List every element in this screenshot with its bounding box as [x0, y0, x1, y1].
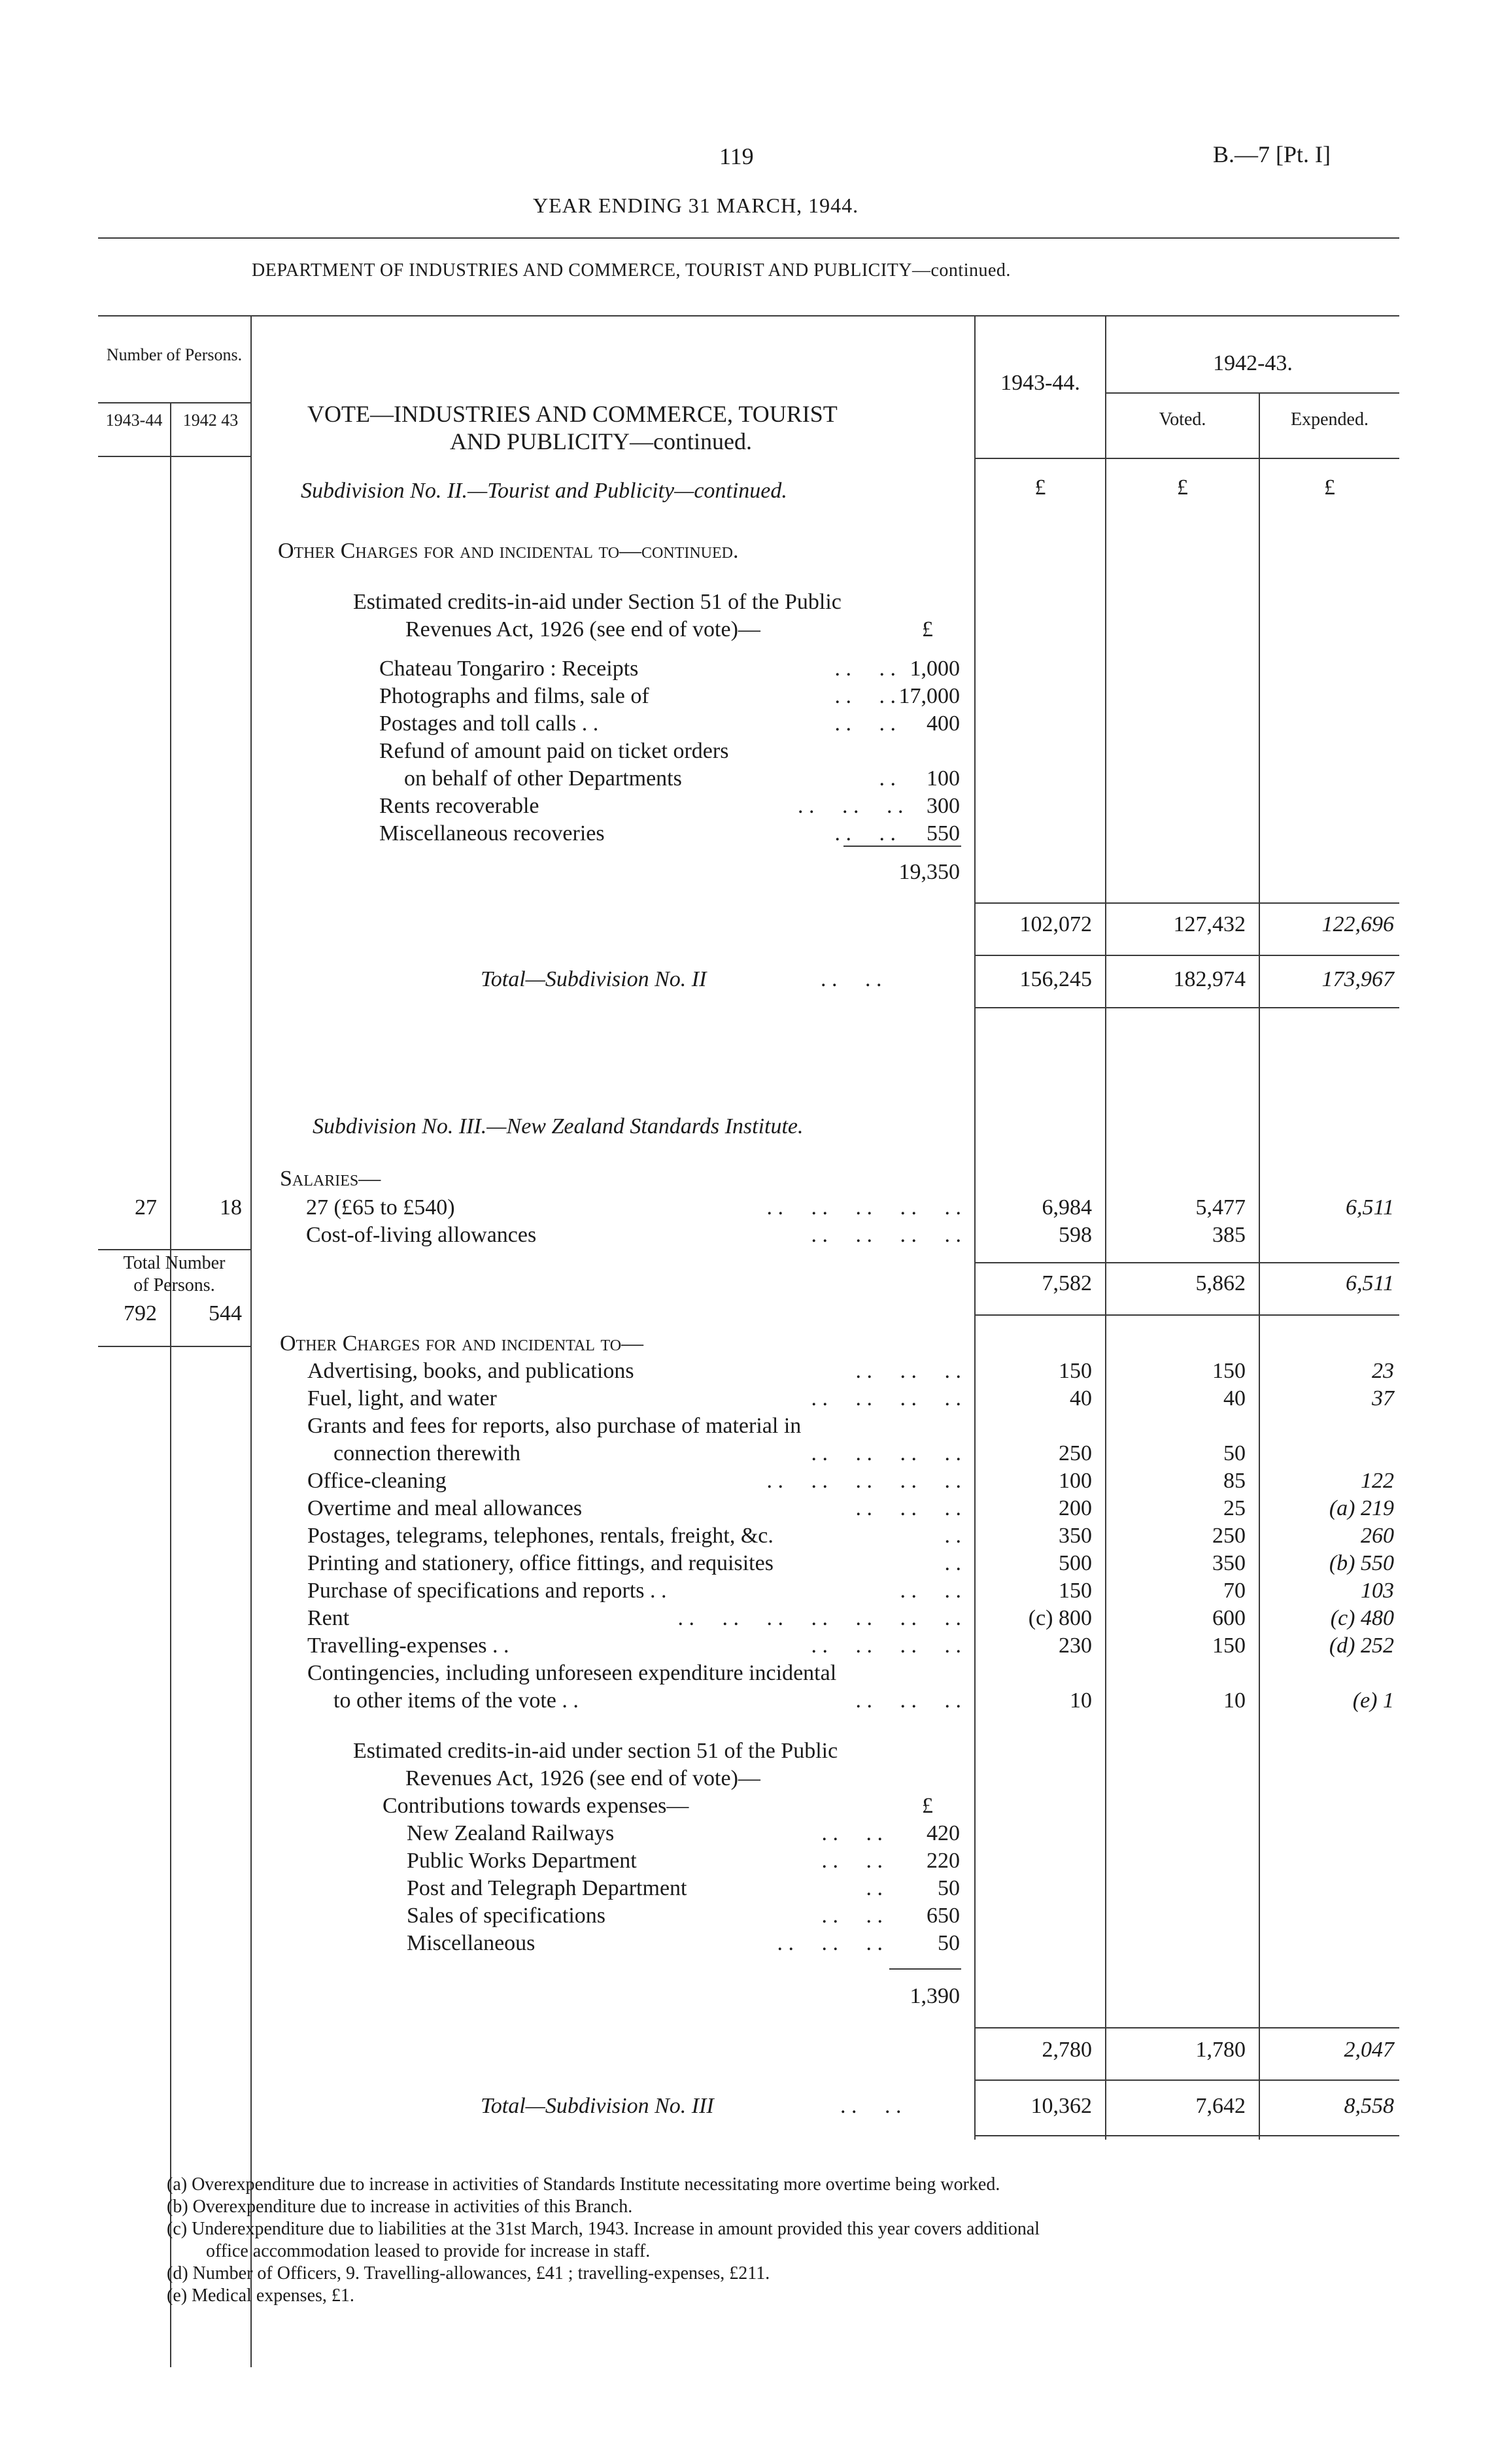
- sub3-salary-leader-dots: . . . . . . . .: [811, 1223, 961, 1247]
- total-persons-rule: [98, 1346, 250, 1347]
- sub2-credit-leader-dots: . . . .: [834, 711, 896, 736]
- footnote-c-continued: office accommodation leased to provide for increase in staff.: [206, 2241, 651, 2261]
- number-of-persons-header: Number of Persons.: [106, 345, 243, 364]
- estimate-1943-44-header: 1943-44.: [1000, 371, 1080, 395]
- sub3-charge-estimate: 250: [1059, 1441, 1092, 1465]
- sub2-other-charges-estimate: 102,072: [1019, 912, 1092, 936]
- sub3-charge-label: Contingencies, including unforeseen expenditure incidental: [307, 1661, 837, 1685]
- sub2-credit-leader-dots: . .: [879, 766, 896, 791]
- sub3-total-voted: 7,642: [1195, 2094, 1246, 2118]
- sub3-charge-label: Grants and fees for reports, also purchase of material in: [307, 1414, 802, 1438]
- sub3-charge-estimate: 150: [1059, 1579, 1092, 1603]
- sub3-credits-pound-sign: £: [922, 1794, 933, 1818]
- sub3-charge-leader-dots: . . . . . .: [855, 1688, 961, 1713]
- sub2-credits-intro-line1: Estimated credits-in-aid under Section 51 of the Public: [353, 590, 842, 614]
- sub3-charge-expended: 37: [1372, 1386, 1394, 1411]
- sub2-total-voted: 182,974: [1173, 967, 1246, 991]
- sub3-salary-voted: 5,477: [1195, 1195, 1246, 1220]
- sub3-credit-label: Miscellaneous: [407, 1931, 536, 1955]
- sub3-charge-leader-dots: . . . . . . . . . . . . . .: [677, 1606, 961, 1630]
- sub3-charge-estimate: 500: [1059, 1551, 1092, 1575]
- sub3-credit-leader-dots: . . . .: [821, 1849, 883, 1873]
- persons-header-bottom-rule: [98, 456, 250, 457]
- sub2-other-charges-top-rule: [974, 902, 1399, 904]
- sub3-charge-estimate: 150: [1059, 1359, 1092, 1383]
- footnote-b: (b) Overexpenditure due to increase in activities of this Branch.: [167, 2197, 633, 2217]
- sub3-charge-label: Rent: [307, 1606, 350, 1630]
- sub3-charge-estimate: 100: [1059, 1469, 1092, 1493]
- sub3-charge-expended: 260: [1361, 1524, 1394, 1548]
- sub3-charge-label: Fuel, light, and water: [307, 1386, 497, 1411]
- expended-header: Expended.: [1291, 409, 1369, 430]
- sub3-salaries-total-expended: 6,511: [1346, 1271, 1394, 1295]
- footnote-d: (d) Number of Officers, 9. Travelling-allowances, £41 ; travelling-expenses, £211.: [167, 2263, 770, 2284]
- sub3-charge-estimate: 10: [1070, 1688, 1092, 1713]
- sub3-charge-expended: (d) 252: [1329, 1634, 1394, 1658]
- persons-count-rule: [98, 1249, 250, 1250]
- sub2-credit-leader-dots: . . . .: [834, 684, 896, 708]
- sub3-charge-expended: 122: [1361, 1469, 1394, 1493]
- sub2-credit-amount: 550: [927, 821, 960, 846]
- sub3-charge-voted: 600: [1212, 1606, 1246, 1630]
- persons-1943-44-count: 27: [135, 1195, 157, 1220]
- sub3-credits-intro-line2: Revenues Act, 1926 (see end of vote)—: [405, 1766, 760, 1790]
- sub3-charge-leader-dots: . . . . . . . .: [811, 1634, 961, 1658]
- sub3-other-charges-voted: 1,780: [1195, 2038, 1246, 2062]
- sub3-charge-label: to other items of the vote . .: [333, 1688, 579, 1713]
- subdivision-3-heading: Subdivision No. III.—New Zealand Standards Institute.: [313, 1114, 804, 1138]
- sub2-credit-label: on behalf of other Departments: [404, 766, 682, 791]
- sub3-other-charges-heading: Other Charges for and incidental to—: [280, 1331, 644, 1356]
- sub3-total-leader-dots: . . . .: [840, 2094, 902, 2118]
- sub3-salaries-total-bottom-rule: [974, 1314, 1399, 1316]
- expended-col-left-border: [1259, 392, 1260, 2140]
- sub3-charge-expended: (a) 219: [1329, 1496, 1394, 1520]
- footnote-a: (a) Overexpenditure due to increase in activities of Standards Institute necessitating more overtime being worked.: [167, 2174, 1000, 2195]
- sub2-credit-label: Photographs and films, sale of: [379, 684, 649, 708]
- sub3-charge-estimate: 230: [1059, 1634, 1092, 1658]
- document-reference: B.—7 [Pt. I]: [1213, 141, 1331, 167]
- persons-header-rule: [98, 402, 250, 403]
- sub2-credits-subtotal-rule: [843, 846, 961, 847]
- sub3-charge-leader-dots: . . . . . . . . . .: [766, 1469, 961, 1493]
- subdivision-2-heading: Subdivision No. II.—Tourist and Publicity—continued.: [301, 479, 787, 503]
- sub3-salary-estimate: 598: [1059, 1223, 1092, 1247]
- sub3-charge-label: connection therewith: [333, 1441, 521, 1465]
- persons-col-divider: [170, 402, 171, 2367]
- sub2-credits-total: 19,350: [898, 860, 960, 884]
- sub3-credits-total: 1,390: [910, 1984, 960, 2008]
- sub3-salaries-total-top-rule: [974, 1262, 1399, 1263]
- sub3-charge-voted: 10: [1223, 1688, 1246, 1713]
- total-persons-1942-43: 544: [209, 1301, 242, 1326]
- sub3-credit-leader-dots: . . . .: [821, 1821, 883, 1845]
- sub3-charge-voted: 40: [1223, 1386, 1246, 1411]
- sub3-credit-amount: 50: [938, 1876, 960, 1900]
- sub3-charge-label: Travelling-expenses . .: [307, 1634, 509, 1658]
- sub3-charge-leader-dots: . . . .: [900, 1579, 961, 1603]
- page-number: 119: [719, 143, 754, 169]
- vote-title-line2: AND PUBLICITY—continued.: [450, 428, 752, 454]
- vote-title-line1: VOTE—INDUSTRIES AND COMMERCE, TOURIST: [307, 401, 838, 427]
- sub3-charge-voted: 85: [1223, 1469, 1246, 1493]
- sub3-credit-leader-dots: . . . .: [821, 1904, 883, 1928]
- sub2-credit-label: Chateau Tongariro : Receipts: [379, 657, 639, 681]
- sub3-charge-label: Postages, telegrams, telephones, rentals, freight, &c.: [307, 1524, 774, 1548]
- sub3-charge-leader-dots: [654, 1412, 961, 1440]
- sub3-charge-expended: 103: [1361, 1579, 1394, 1603]
- sub3-salaries-total-estimate: 7,582: [1042, 1271, 1092, 1295]
- sub2-other-charges-voted: 127,432: [1173, 912, 1246, 936]
- sub2-credit-amount: 400: [927, 711, 960, 736]
- sub3-total-label: Total—Subdivision No. III: [481, 2094, 714, 2118]
- sub3-charge-leader-dots: [654, 1660, 961, 1687]
- sub2-total-label: Total—Subdivision No. II: [481, 967, 707, 991]
- sub3-charge-label: Purchase of specifications and reports . .: [307, 1579, 667, 1603]
- persons-col-right-border: [250, 315, 252, 2367]
- sub3-charge-expended: (c) 480: [1330, 1606, 1394, 1630]
- sub3-credit-label: Public Works Department: [407, 1849, 637, 1873]
- sub3-charge-voted: 70: [1223, 1579, 1246, 1603]
- sub3-charge-expended: (e) 1: [1352, 1688, 1394, 1713]
- pound-sign-voted: £: [1177, 475, 1188, 500]
- sub3-salary-voted: 385: [1212, 1223, 1246, 1247]
- sub3-charge-estimate: 200: [1059, 1496, 1092, 1520]
- sub3-salary-label: Cost-of-living allowances: [306, 1223, 537, 1247]
- sub3-charge-leader-dots: . .: [944, 1524, 961, 1548]
- sub3-total-bottom-rule: [974, 2135, 1399, 2136]
- sub3-salaries-total-voted: 5,862: [1195, 1271, 1246, 1295]
- department-heading: DEPARTMENT OF INDUSTRIES AND COMMERCE, TOURIST AND PUBLICITY—continued.: [252, 260, 1011, 281]
- footnote-c: (c) Underexpenditure due to liabilities at the 31st March, 1943. Increase in amount provided this year covers additional: [167, 2219, 1040, 2239]
- sub3-charge-voted: 50: [1223, 1441, 1246, 1465]
- salaries-heading: Salaries—: [280, 1167, 381, 1191]
- sub2-credit-label: Refund of amount paid on ticket orders: [379, 739, 729, 763]
- sub2-credit-amount: 100: [927, 766, 960, 791]
- voted-header: Voted.: [1159, 409, 1206, 430]
- sub3-charge-leader-dots: . . . . . . . .: [811, 1386, 961, 1411]
- sub3-contributions-label: Contributions towards expenses—: [383, 1794, 689, 1818]
- sub3-credit-amount: 50: [938, 1931, 960, 1955]
- sub3-other-charges-top-rule: [974, 2027, 1399, 2028]
- sub2-credit-leader-dots: . . . . . .: [798, 794, 904, 818]
- sub3-credits-intro-line1: Estimated credits-in-aid under section 51 of the Public: [353, 1739, 838, 1763]
- sub2-credit-amount: 17,000: [898, 684, 960, 708]
- sub3-salary-label: 27 (£65 to £540): [306, 1195, 455, 1220]
- heading-rule: [98, 237, 1399, 239]
- persons-1942-43-count: 18: [220, 1195, 242, 1220]
- sub3-total-top-rule: [974, 2079, 1399, 2081]
- sub3-credit-label: Sales of specifications: [407, 1904, 606, 1928]
- sub3-charge-label: Advertising, books, and publications: [307, 1359, 634, 1383]
- subdivision-2-other-charges-heading: Other Charges for and incidental to—continued.: [278, 539, 739, 563]
- sub2-credit-amount: 300: [927, 794, 960, 818]
- sub3-credit-label: Post and Telegraph Department: [407, 1876, 687, 1900]
- sub3-total-expended: 8,558: [1344, 2094, 1394, 2118]
- sub3-charge-estimate: (c) 800: [1028, 1606, 1092, 1630]
- sub2-credit-leader-dots: . . . .: [834, 657, 896, 681]
- sub3-charge-expended: 23: [1372, 1359, 1394, 1383]
- sub3-charge-leader-dots: . .: [944, 1551, 961, 1575]
- sub3-charge-voted: 150: [1212, 1634, 1246, 1658]
- sub3-charge-voted: 25: [1223, 1496, 1246, 1520]
- sub2-credit-label: Postages and toll calls . .: [379, 711, 599, 736]
- prev-year-header-rule: [1105, 392, 1399, 394]
- sub3-credit-amount: 220: [927, 1849, 960, 1873]
- sub2-total-estimate: 156,245: [1019, 967, 1092, 991]
- total-persons-label-line2: of Persons.: [133, 1275, 215, 1295]
- sub3-charge-label: Office-cleaning: [307, 1469, 447, 1493]
- sub2-total-leader-dots: . . . .: [821, 967, 882, 991]
- total-persons-1943-44: 792: [124, 1301, 157, 1326]
- sub3-charge-leader-dots: . . . . . .: [855, 1496, 961, 1520]
- sub3-credit-amount: 420: [927, 1821, 960, 1845]
- sub3-other-charges-estimate: 2,780: [1042, 2038, 1092, 2062]
- sub3-charge-label: Overtime and meal allowances: [307, 1496, 583, 1520]
- sub3-salary-estimate: 6,984: [1042, 1195, 1092, 1220]
- sub3-charge-expended: (b) 550: [1329, 1551, 1394, 1575]
- sub3-salary-expended: 6,511: [1346, 1195, 1394, 1220]
- sub3-charge-label: Printing and stationery, office fittings, and requisites: [307, 1551, 774, 1575]
- sub3-other-charges-expended: 2,047: [1344, 2038, 1394, 2062]
- column-header-bottom-rule: [974, 458, 1399, 459]
- pound-sign-estimate: £: [1034, 475, 1046, 500]
- sub3-credit-label: New Zealand Railways: [407, 1821, 615, 1845]
- sub2-credits-pound-sign: £: [922, 617, 933, 642]
- sub3-charge-voted: 150: [1212, 1359, 1246, 1383]
- sub3-credits-subtotal-rule: [889, 1968, 961, 1970]
- sub2-credit-leader-dots: . . . .: [834, 821, 896, 846]
- table-top-rule: [98, 315, 1399, 317]
- sub2-credit-amount: 1,000: [910, 657, 960, 681]
- pound-sign-expended: £: [1324, 475, 1335, 500]
- sub3-charge-voted: 250: [1212, 1524, 1246, 1548]
- sub3-salary-leader-dots: . . . . . . . . . .: [766, 1195, 961, 1220]
- sub2-total-bottom-rule: [974, 1007, 1399, 1008]
- sub2-credit-label: Rents recoverable: [379, 794, 539, 818]
- sub2-credit-leader-dots: [798, 738, 896, 765]
- sub3-credit-leader-dots: . .: [866, 1876, 883, 1900]
- persons-1942-43-header: 1942 43: [182, 411, 239, 430]
- footnote-e: (e) Medical expenses, £1.: [167, 2285, 354, 2306]
- sub3-charge-voted: 350: [1212, 1551, 1246, 1575]
- sub3-credit-amount: 650: [927, 1904, 960, 1928]
- sub2-credit-label: Miscellaneous recoveries: [379, 821, 605, 846]
- sub2-total-expended: 173,967: [1321, 967, 1394, 991]
- total-persons-label-line1: Total Number: [123, 1253, 226, 1273]
- sub3-charge-leader-dots: . . . . . .: [855, 1359, 961, 1383]
- sub3-total-estimate: 10,362: [1030, 2094, 1092, 2118]
- sub3-credit-leader-dots: . . . . . .: [777, 1931, 883, 1955]
- year-heading: YEAR ENDING 31 MARCH, 1944.: [533, 194, 859, 217]
- sub2-credits-intro-line2: Revenues Act, 1926 (see end of vote)—: [405, 617, 760, 642]
- sub3-charge-leader-dots: . . . . . . . .: [811, 1441, 961, 1465]
- sub3-charge-estimate: 40: [1070, 1386, 1092, 1411]
- sub3-charge-estimate: 350: [1059, 1524, 1092, 1548]
- sub2-total-top-rule: [974, 955, 1399, 956]
- persons-1943-44-header: 1943-44: [105, 411, 163, 430]
- prev-year-1942-43-header: 1942-43.: [1213, 351, 1293, 375]
- sub2-other-charges-expended: 122,696: [1321, 912, 1394, 936]
